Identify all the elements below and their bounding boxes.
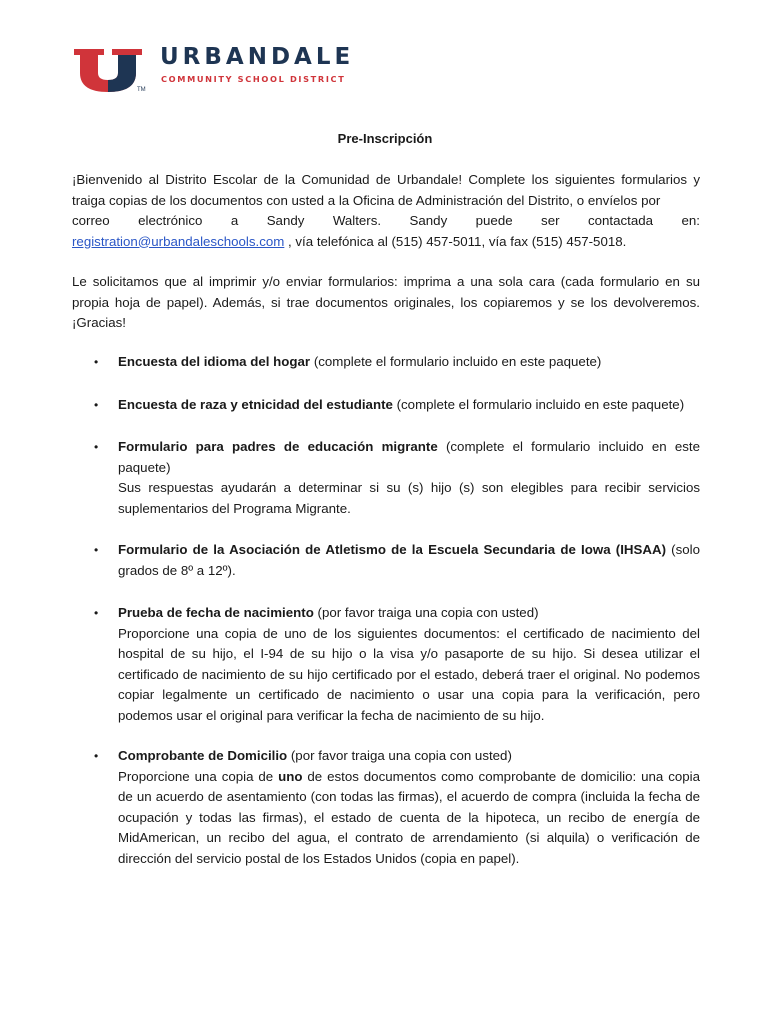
- intro-word: puede: [475, 213, 513, 228]
- bullet-icon: •: [94, 440, 99, 454]
- district-name: URBANDALE: [160, 44, 355, 70]
- registration-email-link[interactable]: registration@urbandaleschools.com: [72, 233, 285, 249]
- intro-word: ser: [541, 213, 560, 228]
- bullet-icon: •: [94, 398, 99, 412]
- district-logo: [70, 44, 355, 96]
- intro-line-3: [72, 211, 700, 232]
- note-paragraph: Le solicitamos que al imprimir y/o enviar formularios: imprima a una sola cara (cada formulario en su propia hoja de papel). Además, si trae documentos originales, los copiaremos y se los devolveremos. ¡Gracias!: [72, 274, 700, 330]
- bullet-icon: •: [94, 543, 99, 557]
- item-details: Sus respuestas ayudarán a determinar si su (s) hijo (s) son elegibles para recibir servicios suplementarios del Programa Migrante.: [118, 480, 700, 516]
- item-title: Encuesta de raza y etnicidad del estudiante: [118, 397, 393, 412]
- item-details-emphasis: uno: [278, 768, 303, 784]
- intro-word: Sandy: [409, 213, 448, 228]
- district-subtitle: COMMUNITY SCHOOL DISTRICT: [161, 74, 346, 84]
- bullet-icon: •: [94, 355, 99, 369]
- item-details-intro: Proporcione una copia de: [118, 768, 279, 784]
- item-details: de estos documentos como comprobante de domicilio: una copia de un acuerdo de asentamiento (con todas las firmas), el acuerdo de compra (incluida la fecha de ocupación y todas las firmas), el estado de cuenta de la hipoteca, un recibo de energía de MidAmerican, un recibo del agua, el contrato de arrendamiento (si alquila) o verificación de dirección del servicio postal de los Estados Unidos (copia en papel).: [118, 768, 700, 866]
- item-title: Formulario para padres de educación migrante: [118, 439, 438, 454]
- intro-word: Sandy: [266, 213, 305, 228]
- item-description: (complete el formulario incluido en este paquete): [392, 397, 685, 412]
- intro-word: en:: [681, 213, 700, 228]
- item-title: Prueba de fecha de nacimiento: [118, 605, 314, 620]
- item-description: (por favor traiga una copia con usted): [313, 605, 539, 620]
- item-details: Proporcione una copia de uno de los siguientes documentos: el certificado de nacimiento del hospital de su hijo, el I-94 de su hijo o la visa y/o pasaporte de su hijo. Si desea utilizar el certificado de nacimiento de su hijo certificado por el estado, deberá traer el original. No podemos copiar legalmente un certificado de nacimiento o usar una copia para la verificación, pero podemos usar el original para verificar la fecha de nacimiento de su hijo.: [118, 625, 700, 723]
- intro-word: contactada: [587, 213, 654, 228]
- item-title: Encuesta del idioma del hogar: [118, 354, 311, 369]
- intro-paragraph: [72, 170, 700, 252]
- item-description: (solo grados de 8º a 12º).: [118, 542, 701, 578]
- bullet-icon: •: [94, 749, 99, 763]
- item-title: Comprobante de Domicilio: [118, 748, 288, 763]
- intro-text: ¡Bienvenido al Distrito Escolar de la Comunidad de Urbandale! Complete los siguientes formularios y traiga copias de los documentos con usted a la Oficina de Administración del Distrito, o envíelos por: [72, 172, 700, 208]
- intro-word: a: [230, 213, 239, 228]
- item-description: (por favor traiga una copia con usted): [287, 748, 512, 763]
- trademark-mark: TM: [137, 87, 146, 93]
- item-description: (complete el formulario incluido en este paquete): [118, 439, 701, 475]
- intro-word: correo: [72, 213, 110, 228]
- intro-word: Walters.: [332, 213, 382, 228]
- item-title: Formulario de la Asociación de Atletismo de la Escuela Secundaria de Iowa (IHSAA): [118, 542, 667, 557]
- intro-contact-line: [72, 232, 700, 253]
- item-description: (complete el formulario incluido en este paquete): [310, 354, 602, 369]
- bullet-icon: •: [94, 606, 99, 620]
- page-title: Pre-Inscripción: [337, 131, 433, 146]
- intro-phone-fax: , vía telefónica al (515) 457-5011, vía fax (515) 457-5018.: [284, 233, 627, 249]
- intro-word: electrónico: [138, 213, 203, 228]
- urbandale-u-logo-icon: [70, 46, 146, 94]
